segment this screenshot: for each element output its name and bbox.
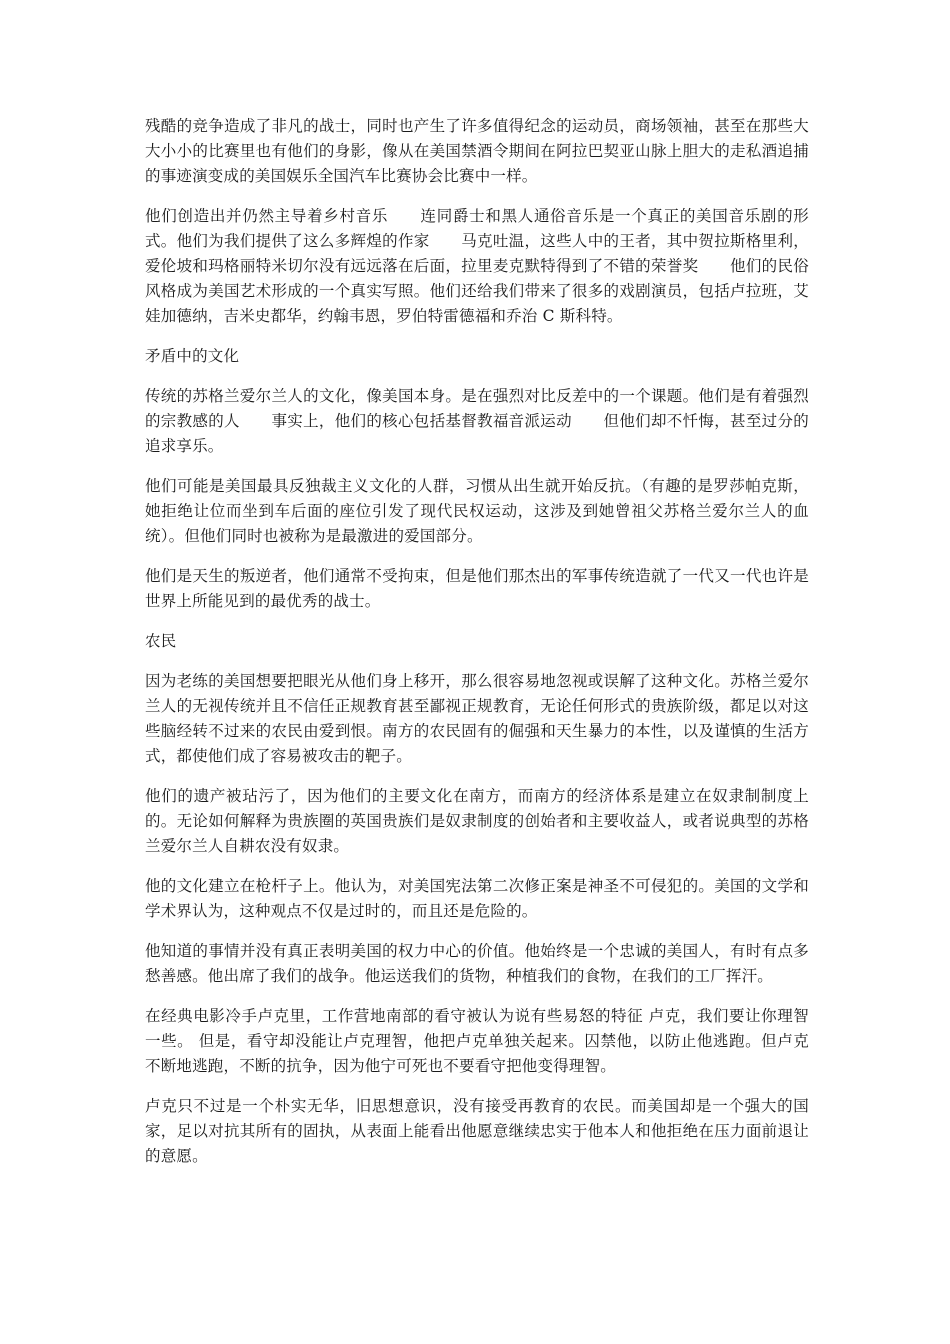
section-heading-contradiction-culture: 矛盾中的文化 <box>145 347 240 365</box>
paragraph-born-rebels: 他们是天生的叛逆者，他们通常不受拘束，但是他们那杰出的军事传统造就了一代又一代也许是世界上所能见到的最优秀的战士。 <box>145 567 809 610</box>
paragraph-traditional-culture: 传统的苏格兰爱尔兰人的文化，像美国本身。是在强烈对比反差中的一个课题。他们是有着强烈的宗教感的人 事实上，他们的核心包括基督教福音派运动 但他们却不忏悔，甚至过分的追求享乐。 <box>145 387 809 455</box>
paragraph-loyal-american: 他知道的事情并没有真正表明美国的权力中心的价值。他始终是一个忠诚的美国人，有时有点多愁善感。他出席了我们的战争。他运送我们的货物，种植我们的食物，在我们的工厂挥汗。 <box>145 942 809 985</box>
paragraph-misunderstood-culture: 因为老练的美国想要把眼光从他们身上移开，那么很容易地忽视或误解了这种文化。苏格兰爱尔兰人的无视传统并且不信任正规教育甚至鄙视正规教育，无论任何形式的贵族阶级，都足以对这些脑经转不过来的农民由爱到恨。南方的农民固有的倔强和天生暴力的本性，以及谨慎的生活方式，都使他们成了容易被攻击的靶子。 <box>145 672 809 765</box>
paragraph-competition: 残酷的竞争造成了非凡的战士，同时也产生了许多值得纪念的运动员，商场领袖，甚至在那些大大小小的比赛里也有他们的身影，像从在美国禁酒令期间在阿拉巴契亚山脉上胆大的走私酒追捕的事迹演变成的美国娱乐全国汽车比赛协会比赛中一样。 <box>145 117 809 185</box>
paragraph-gun-culture: 他的文化建立在枪杆子上。他认为，对美国宪法第二次修正案是神圣不可侵犯的。美国的文学和学术界认为，这种观点不仅是过时的，而且还是危险的。 <box>145 877 809 920</box>
paragraph-country-music: 他们创造出并仍然主导着乡村音乐 连同爵士和黑人通俗音乐是一个真正的美国音乐剧的形式。他们为我们提供了这么多辉煌的作家 马克吐温，这些人中的王者，其中贺拉斯格里利，爱伦坡和玛格丽特米切尔没有远远落在后面，拉里麦克默特得到了不错的荣誉奖 他们的民俗风格成为美国艺术形成的一个真实写照。他们还给我们带来了很多的戏剧演员，包括卢拉班，艾娃加德纳，吉米史都华，约翰韦恩，罗伯特雷德福和乔治 C 斯科特。 <box>145 207 809 325</box>
paragraph-cool-hand-luke: 在经典电影冷手卢克里，工作营地南部的看守被认为说有些易怒的特征 卢克，我们要让你理智一些。 但是，看守却没能让卢克理智，他把卢克单独关起来。囚禁他，以防止他逃跑。但卢克不断地逃跑，不断的抗争，因为他宁可死也不要看守把他变得理智。 <box>145 1007 809 1075</box>
paragraph-anti-authoritarian: 他们可能是美国最具反独裁主义文化的人群，习惯从出生就开始反抗。（有趣的是罗莎帕克斯，她拒绝让位而坐到车后面的座位引发了现代民权运动，这涉及到她曾祖父苏格兰爱尔兰人的血统）。但他们同时也被称为是最激进的爱国部分。 <box>145 477 809 545</box>
section-heading-peasants: 农民 <box>145 632 177 650</box>
document-body <box>145 114 809 1184</box>
paragraph-tainted-heritage: 他们的遗产被玷污了，因为他们的主要文化在南方，而南方的经济体系是建立在奴隶制制度上的。无论如何解释为贵族圈的英国贵族们是奴隶制度的创始者和主要收益人，或者说典型的苏格兰爱尔兰人自耕农没有奴隶。 <box>145 787 809 855</box>
paragraph-luke-farmer: 卢克只不过是一个朴实无华，旧思想意识，没有接受再教育的农民。而美国却是一个强大的国家，足以对抗其所有的固执，从表面上能看出他愿意继续忠实于他本人和他拒绝在压力面前退让的意愿。 <box>145 1097 809 1165</box>
